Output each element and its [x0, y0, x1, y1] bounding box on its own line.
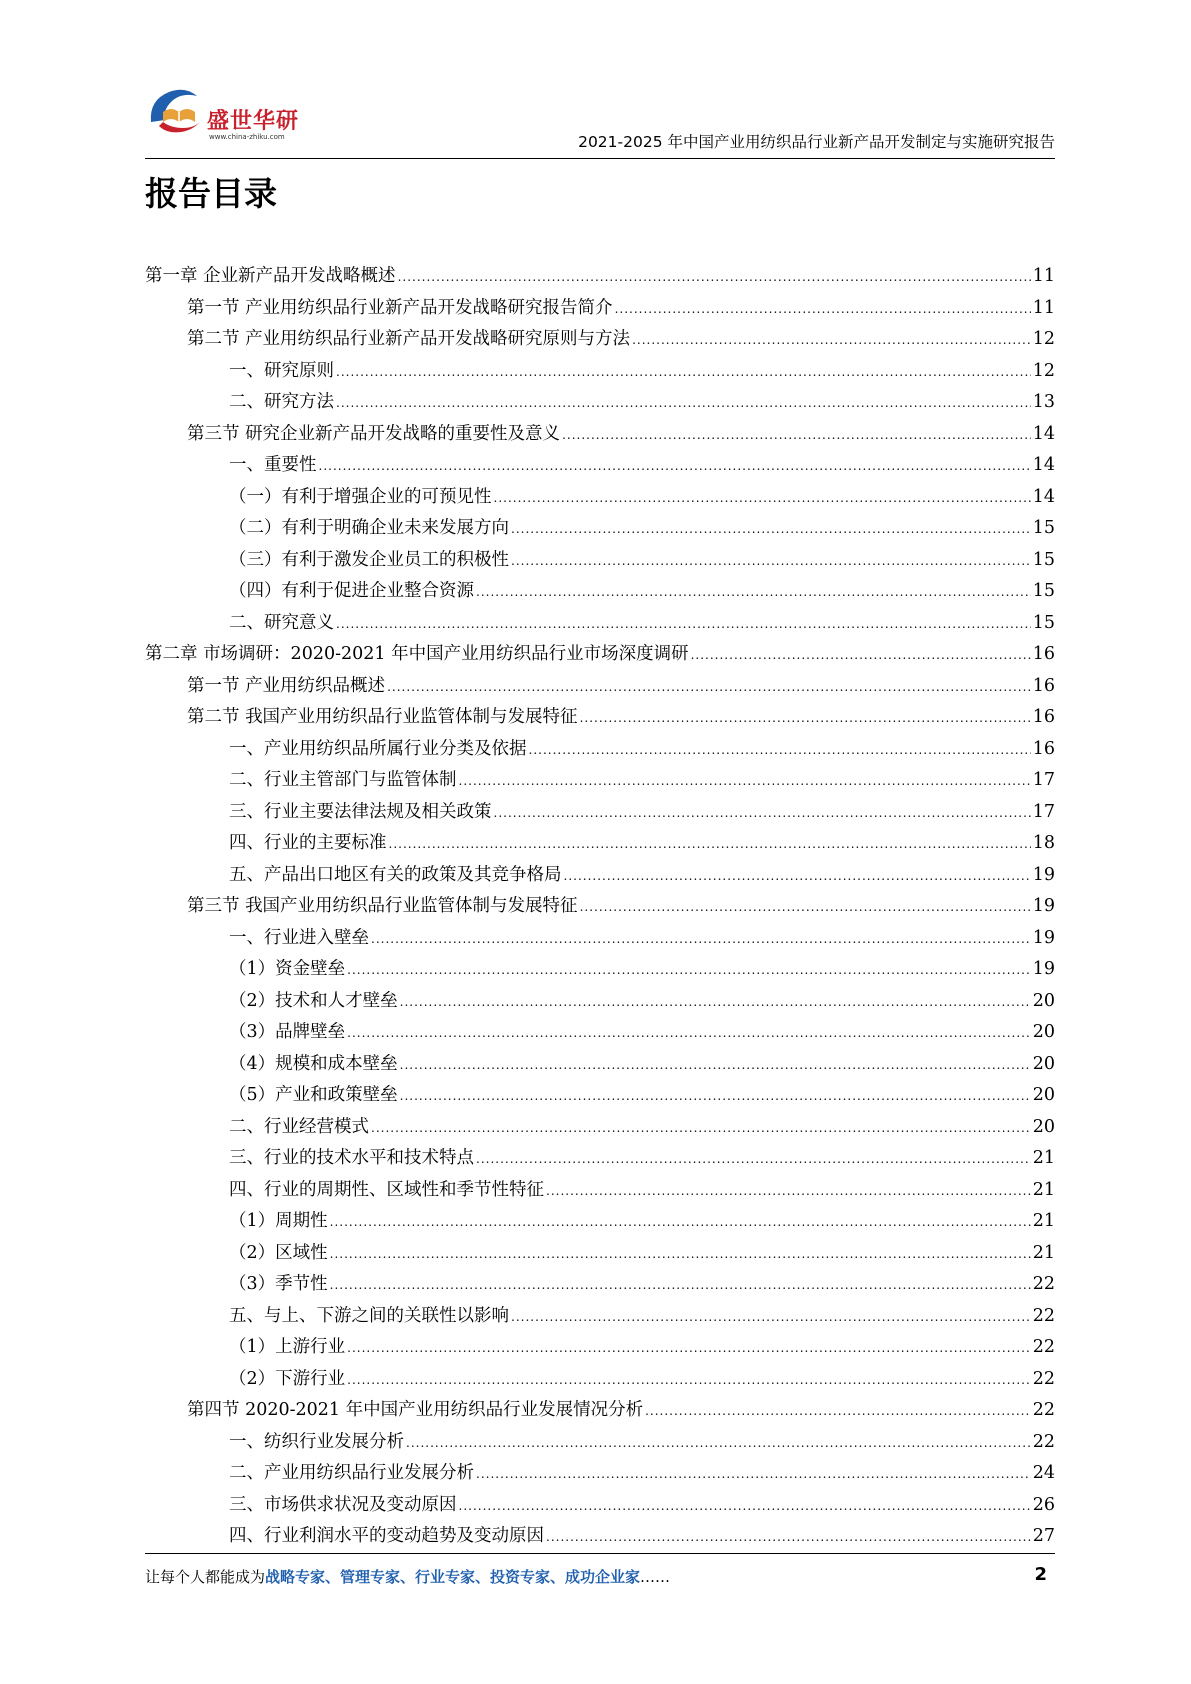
toc-entry-title: 第三节 我国产业用纺织品行业监管体制与发展特征 [187, 896, 578, 916]
toc-dot-leader [546, 1530, 1031, 1544]
toc-entry-title: （2）技术和人才壁垒 [229, 990, 398, 1011]
toc-entry[interactable] [145, 640, 1055, 672]
toc-entry[interactable] [145, 1207, 1055, 1239]
toc-entry[interactable] [145, 1144, 1055, 1176]
toc-entry-page: 15 [1032, 518, 1055, 538]
toc-entry[interactable] [145, 924, 1055, 956]
toc-entry-title: （1）上游行业 [229, 1337, 346, 1357]
page-title: 报告目录 [145, 174, 277, 213]
toc-dot-leader [330, 1215, 1031, 1229]
toc-dot-leader [336, 396, 1031, 410]
toc-entry-page: 11 [1032, 266, 1055, 286]
logo-text: 盛世华研 [207, 109, 300, 134]
toc-entry-page: 13 [1032, 392, 1055, 412]
footer-slogan [145, 1566, 670, 1587]
toc-entry[interactable] [145, 1491, 1055, 1523]
toc-entry-page: 16 [1032, 738, 1055, 759]
toc-dot-leader [580, 900, 1031, 914]
toc-entry[interactable] [145, 483, 1055, 515]
toc-dot-leader [398, 270, 1031, 284]
toc-entry-title: 一、重要性 [229, 455, 317, 475]
toc-entry-page: 21 [1032, 1148, 1055, 1168]
toc-dot-leader [347, 1373, 1031, 1387]
toc-entry-page: 15 [1032, 549, 1055, 570]
toc-entry-page: 11 [1032, 297, 1055, 318]
toc-entry[interactable] [145, 1428, 1055, 1460]
toc-entry-page: 18 [1032, 833, 1055, 853]
toc-entry-page: 22 [1032, 1274, 1055, 1294]
toc-entry-title: 五、与上、下游之间的关联性以影响 [229, 1305, 509, 1326]
toc-dot-leader [400, 1058, 1031, 1072]
toc-dot-leader [691, 648, 1031, 662]
toc-entry-page: 21 [1032, 1242, 1055, 1263]
toc-entry[interactable] [145, 1050, 1055, 1082]
toc-dot-leader [371, 932, 1031, 946]
toc-entry[interactable] [145, 1333, 1055, 1365]
toc-dot-leader [476, 1467, 1031, 1481]
toc-entry[interactable] [145, 1081, 1055, 1113]
toc-entry-page: 12 [1032, 360, 1055, 381]
toc-dot-leader [511, 554, 1031, 568]
toc-dot-leader [400, 1089, 1031, 1103]
toc-dot-leader [511, 522, 1031, 536]
logo-url: www.china-zhiku.com [209, 133, 285, 141]
toc-entry-title: 三、行业主要法律法规及相关政策 [229, 801, 492, 822]
page-number: 2 [1034, 1564, 1047, 1585]
toc-entry-page: 14 [1032, 486, 1055, 507]
toc-entry[interactable] [145, 735, 1055, 767]
toc-entry-title: （1）周期性 [229, 1211, 328, 1231]
report-title: 2021-2025 年中国产业用纺织品行业新产品开发制定与实施研究报告 [578, 133, 1055, 151]
toc-dot-leader [330, 1278, 1031, 1292]
logo-icon [145, 82, 209, 142]
toc-entry[interactable] [145, 388, 1055, 420]
toc-entry[interactable] [145, 514, 1055, 546]
toc-entry-title: 第三节 研究企业新产品开发战略的重要性及意义 [187, 423, 561, 444]
toc-entry-title: （三）有利于激发企业员工的积极性 [229, 549, 509, 570]
toc-entry[interactable] [145, 325, 1055, 357]
toc-entry-title: 五、产品出口地区有关的政策及其竞争格局 [229, 864, 562, 885]
toc-entry[interactable] [145, 1365, 1055, 1397]
toc-dot-leader [529, 743, 1031, 757]
toc-entry[interactable] [145, 546, 1055, 578]
toc-entry-page: 17 [1032, 801, 1055, 822]
toc-entry-page: 22 [1032, 1400, 1055, 1420]
table-of-contents [145, 262, 1055, 1554]
toc-entry[interactable] [145, 262, 1055, 294]
toc-entry-title: （3）品牌壁垒 [229, 1022, 346, 1042]
toc-entry-page: 19 [1032, 864, 1055, 885]
toc-entry-page: 24 [1032, 1463, 1055, 1483]
toc-dot-leader [406, 1436, 1031, 1450]
toc-entry-title: 第二节 产业用纺织品行业新产品开发战略研究原则与方法 [187, 329, 631, 349]
toc-entry-title: （四）有利于促进企业整合资源 [229, 581, 474, 601]
toc-entry[interactable] [145, 1522, 1055, 1554]
toc-entry-title: 第二节 我国产业用纺织品行业监管体制与发展特征 [187, 707, 578, 727]
toc-dot-leader [336, 365, 1031, 379]
toc-entry[interactable] [145, 609, 1055, 641]
toc-dot-leader [347, 963, 1031, 977]
toc-dot-leader [476, 585, 1031, 599]
toc-entry[interactable] [145, 1459, 1055, 1491]
toc-entry-page: 20 [1032, 1053, 1055, 1074]
toc-dot-leader [476, 1152, 1031, 1166]
toc-dot-leader [562, 428, 1031, 442]
toc-entry[interactable] [145, 987, 1055, 1019]
toc-entry-title: 二、行业经营模式 [229, 1116, 369, 1137]
toc-dot-leader [347, 1341, 1031, 1355]
toc-dot-leader [459, 774, 1031, 788]
toc-dot-leader [400, 995, 1031, 1009]
toc-entry-page: 17 [1032, 770, 1055, 790]
toc-dot-leader [564, 869, 1031, 883]
toc-entry-title: 一、纺织行业发展分析 [229, 1431, 404, 1452]
toc-entry-page: 20 [1032, 1022, 1055, 1042]
toc-entry-title: 第一节 产业用纺织品行业新产品开发战略研究报告简介 [187, 297, 613, 318]
toc-entry-title: 一、产业用纺织品所属行业分类及依据 [229, 738, 527, 759]
toc-entry-page: 16 [1032, 675, 1055, 696]
toc-entry-title: （3）季节性 [229, 1274, 328, 1294]
toc-entry-title: 第一节 产业用纺织品概述 [187, 675, 386, 696]
toc-dot-leader [511, 1310, 1031, 1324]
toc-entry-page: 16 [1032, 644, 1055, 664]
toc-dot-leader [330, 1247, 1031, 1261]
toc-dot-leader [615, 302, 1031, 316]
toc-entry-title: （1）资金壁垒 [229, 959, 346, 979]
toc-entry-title: 二、产业用纺织品行业发展分析 [229, 1463, 474, 1483]
toc-entry[interactable] [145, 766, 1055, 798]
toc-entry-title: 四、行业的周期性、区域性和季节性特征 [229, 1179, 544, 1200]
toc-entry[interactable] [145, 1113, 1055, 1145]
toc-entry-page: 15 [1032, 612, 1055, 633]
toc-dot-leader [336, 617, 1031, 631]
toc-entry[interactable] [145, 1270, 1055, 1302]
toc-entry[interactable] [145, 357, 1055, 389]
toc-entry-title: 第一章 企业新产品开发战略概述 [145, 266, 396, 286]
toc-entry[interactable] [145, 1302, 1055, 1334]
toc-entry-page: 22 [1032, 1337, 1055, 1357]
toc-entry-page: 26 [1032, 1494, 1055, 1515]
toc-dot-leader [347, 1026, 1031, 1040]
toc-entry[interactable] [145, 829, 1055, 861]
toc-entry-page: 19 [1032, 959, 1055, 979]
toc-entry-page: 20 [1032, 990, 1055, 1011]
toc-dot-leader [387, 680, 1031, 694]
toc-entry[interactable] [145, 294, 1055, 326]
toc-dot-leader [546, 1184, 1031, 1198]
toc-entry-title: 四、行业的主要标准 [229, 833, 387, 853]
toc-entry-title: 四、行业利润水平的变动趋势及变动原因 [229, 1526, 544, 1546]
toc-entry-page: 22 [1032, 1305, 1055, 1326]
toc-dot-leader [319, 459, 1031, 473]
toc-entry-page: 14 [1032, 423, 1055, 444]
toc-entry-page: 21 [1032, 1211, 1055, 1231]
footer-emphasis: 战略专家、管理专家、行业专家、投资专家、成功企业家 [265, 1568, 641, 1586]
footer-prefix: 让每个人都能成为 [145, 1568, 266, 1586]
toc-entry[interactable] [145, 892, 1055, 924]
page-header [145, 80, 1055, 159]
toc-entry-title: （一）有利于增强企业的可预见性 [229, 486, 492, 507]
toc-entry-page: 14 [1032, 455, 1055, 475]
toc-entry[interactable] [145, 955, 1055, 987]
toc-entry-page: 15 [1032, 581, 1055, 601]
toc-entry[interactable] [145, 861, 1055, 893]
toc-entry[interactable] [145, 703, 1055, 735]
toc-entry[interactable] [145, 1396, 1055, 1428]
toc-entry-title: （2）下游行业 [229, 1368, 346, 1389]
toc-entry-page: 16 [1032, 707, 1055, 727]
toc-entry[interactable] [145, 420, 1055, 452]
toc-entry[interactable] [145, 798, 1055, 830]
toc-entry-page: 20 [1032, 1116, 1055, 1137]
toc-entry-title: 第二章 市场调研：2020-2021 年中国产业用纺织品行业市场深度调研 [145, 644, 689, 664]
toc-dot-leader [459, 1499, 1031, 1513]
toc-entry-title: 一、行业进入壁垒 [229, 927, 369, 948]
toc-entry-page: 21 [1032, 1179, 1055, 1200]
toc-entry-title: 三、行业的技术水平和技术特点 [229, 1148, 474, 1168]
footer-suffix: …… [640, 1568, 671, 1586]
toc-entry-page: 20 [1032, 1085, 1055, 1105]
toc-entry-title: 第四节 2020-2021 年中国产业用纺织品行业发展情况分析 [187, 1400, 644, 1420]
toc-entry-page: 19 [1032, 896, 1055, 916]
toc-dot-leader [632, 333, 1031, 347]
toc-entry-page: 22 [1032, 1431, 1055, 1452]
toc-dot-leader [580, 711, 1031, 725]
toc-dot-leader [494, 806, 1031, 820]
toc-dot-leader [645, 1404, 1031, 1418]
toc-entry[interactable] [145, 451, 1055, 483]
toc-entry[interactable] [145, 1176, 1055, 1208]
toc-entry-page: 12 [1032, 329, 1055, 349]
toc-dot-leader [371, 1121, 1031, 1135]
toc-entry-title: 三、市场供求状况及变动原因 [229, 1494, 457, 1515]
toc-entry-page: 27 [1032, 1526, 1055, 1546]
toc-entry-title: 二、研究方法 [229, 392, 334, 412]
toc-entry-page: 19 [1032, 927, 1055, 948]
toc-entry-title: （5）产业和政策壁垒 [229, 1085, 398, 1105]
toc-entry-title: （二）有利于明确企业未来发展方向 [229, 518, 509, 538]
toc-entry[interactable] [145, 577, 1055, 609]
toc-entry-title: 二、行业主管部门与监管体制 [229, 770, 457, 790]
toc-entry-title: 一、研究原则 [229, 360, 334, 381]
toc-entry[interactable] [145, 672, 1055, 704]
toc-dot-leader [389, 837, 1031, 851]
toc-entry-title: （2）区域性 [229, 1242, 328, 1263]
toc-entry[interactable] [145, 1018, 1055, 1050]
toc-entry-page: 22 [1032, 1368, 1055, 1389]
toc-dot-leader [494, 491, 1031, 505]
page-footer [145, 1553, 1055, 1586]
company-logo [145, 82, 315, 152]
toc-entry[interactable] [145, 1239, 1055, 1271]
toc-entry-title: （4）规模和成本壁垒 [229, 1053, 398, 1074]
toc-entry-title: 二、研究意义 [229, 612, 334, 633]
